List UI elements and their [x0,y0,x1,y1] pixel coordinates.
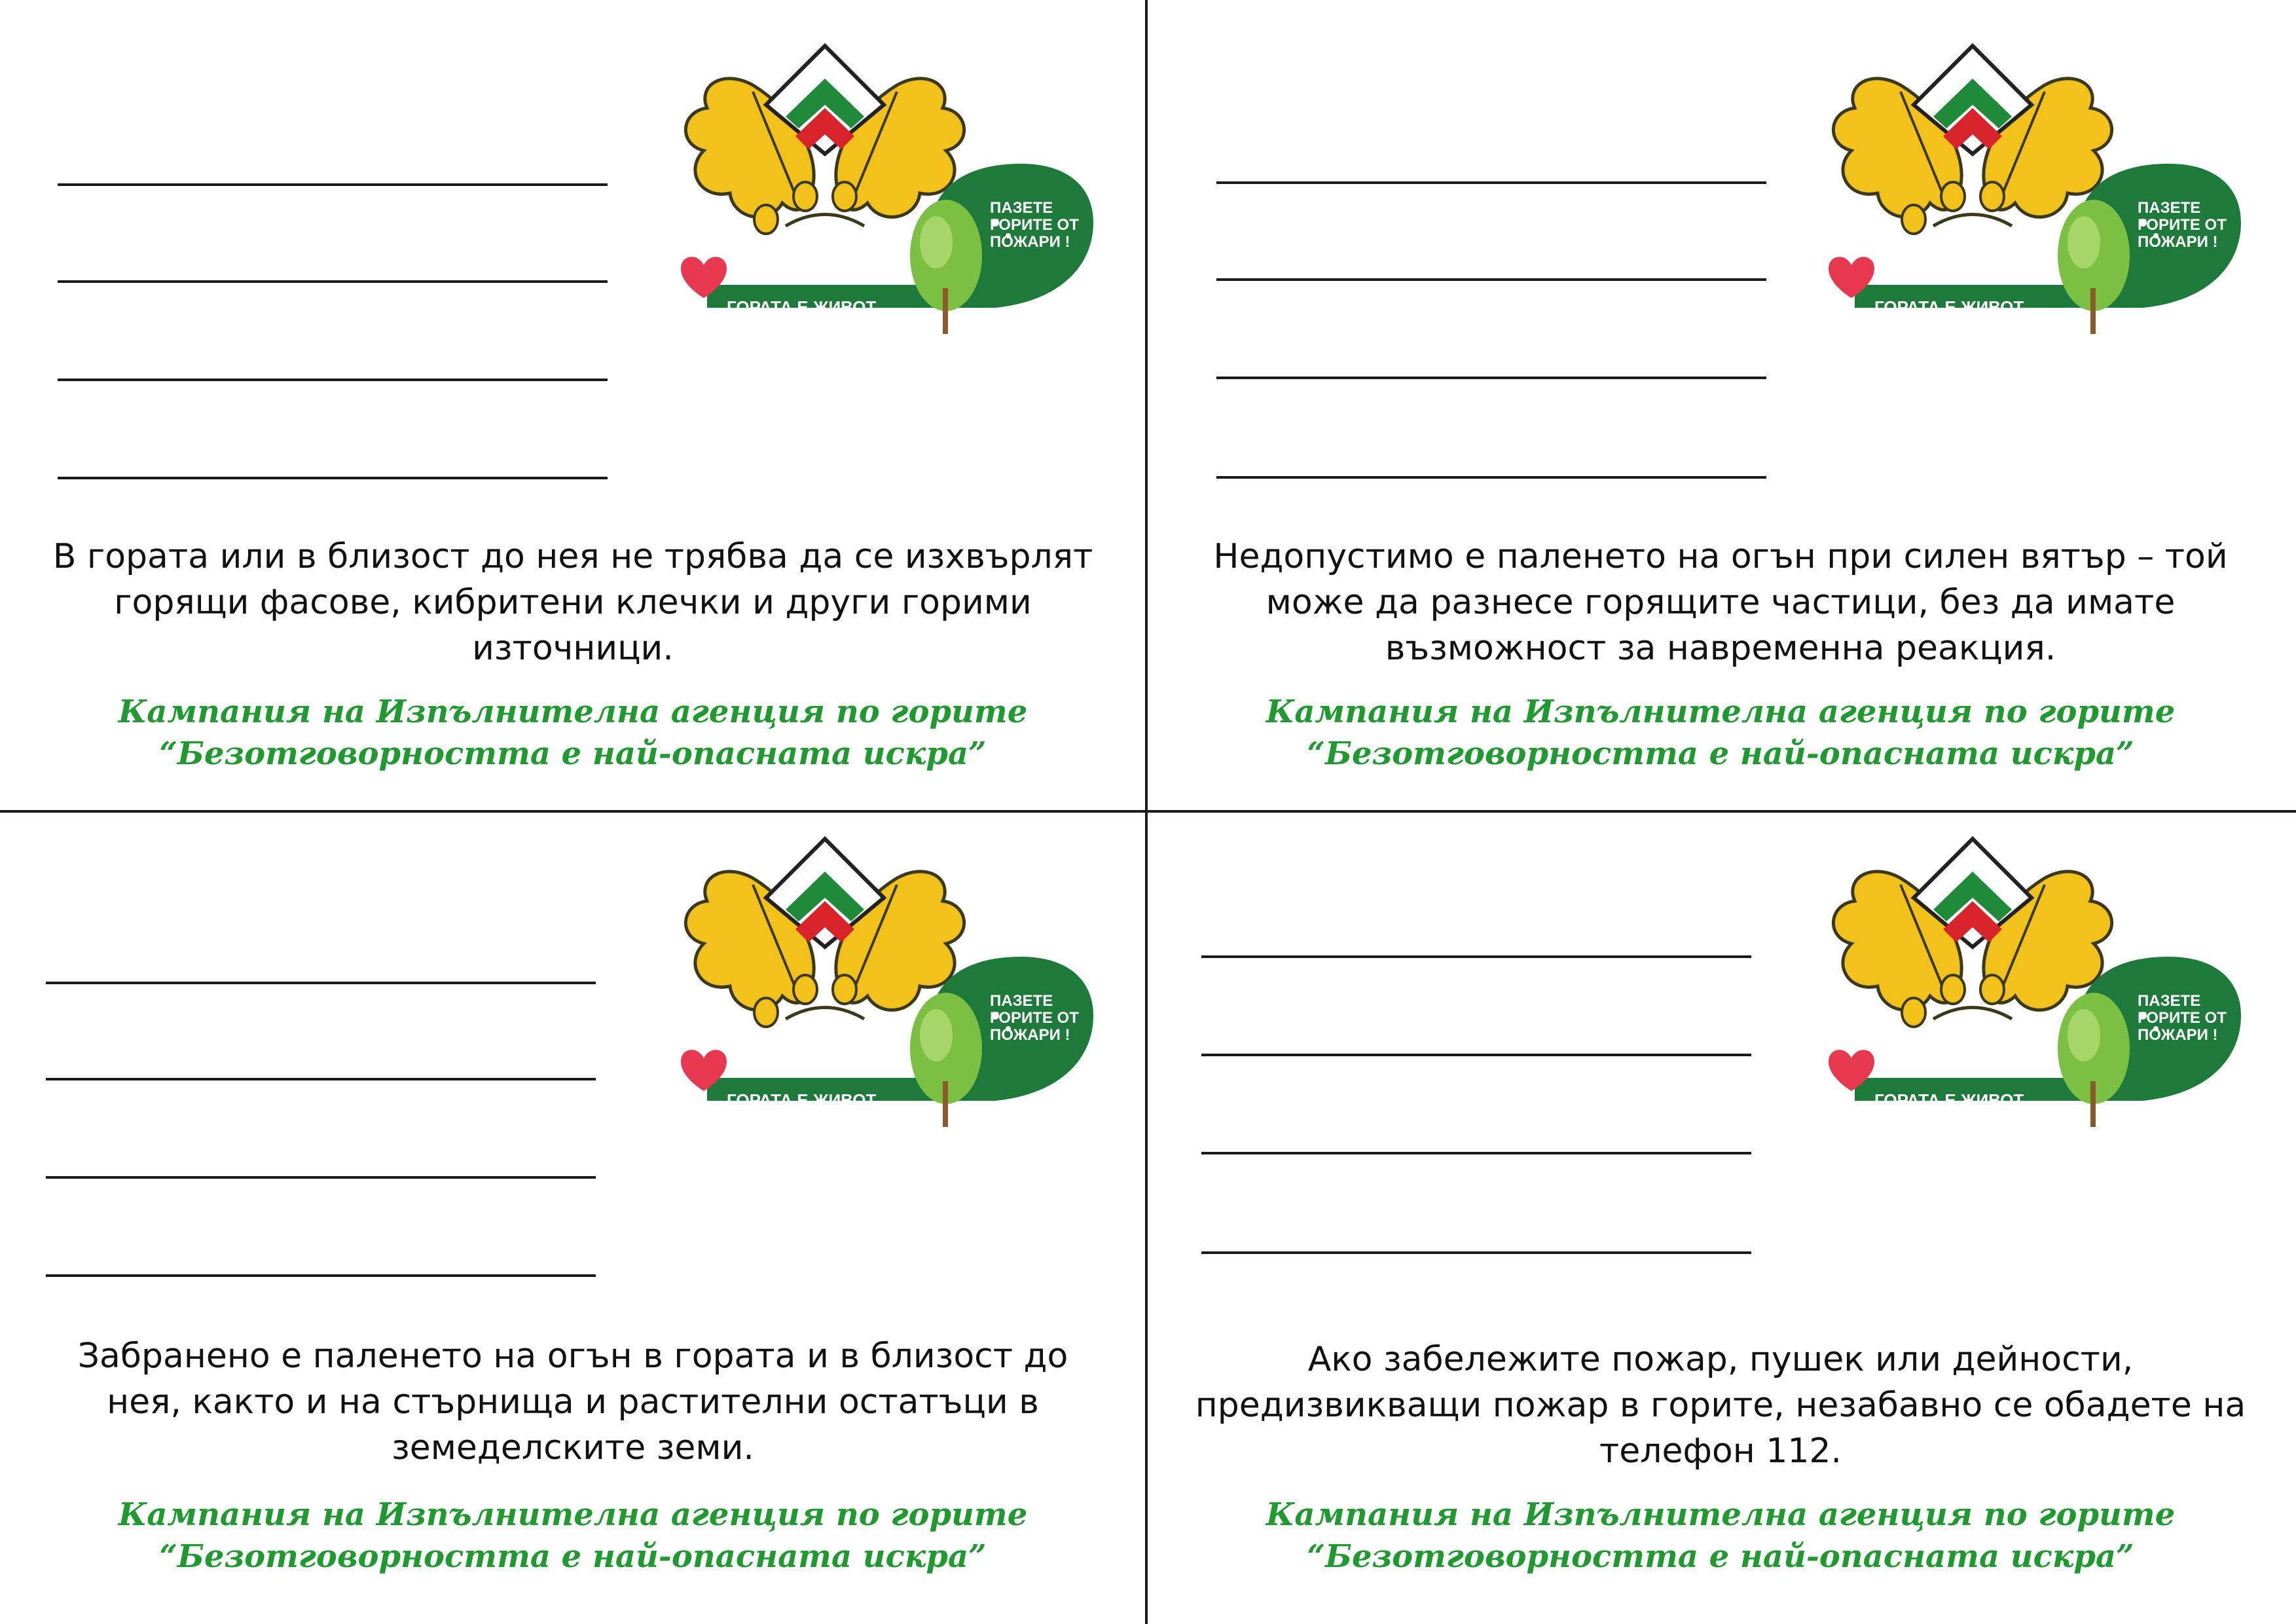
address-line [1201,1152,1751,1154]
campaign-line-2: “Безотговорността е най-опасната искра” [1307,1538,2134,1575]
postcard-4 [1148,813,2294,1623]
badge-text: ПАЗЕТЕ ГОРИТЕ ОТ ПОЖАРИ ! [990,199,1079,251]
campaign-caption [1230,1494,2212,1578]
campaign-line-1: Кампания на Изпълнителна агенция по горите [118,693,1028,730]
address-line [1201,1054,1751,1056]
forest-agency-logo [1802,832,2248,1134]
address-line [1201,955,1751,958]
badge-text: ПАЗЕТЕ ГОРИТЕ ОТ ПОЖАРИ ! [2138,199,2227,251]
forest-agency-logo [655,832,1100,1134]
postcard-1 [0,0,1146,811]
forest-agency-logo [1802,39,2248,341]
address-line [58,378,608,381]
ribbon-text: ГОРАТА Е ЖИВОТ [727,1090,877,1110]
postcard-3 [0,813,1146,1623]
address-line [58,477,608,479]
card-message: Недопустимо е паленето на огън при силен вятър – той може да разнесе горящите частици, без да имате възможност за навременна реакция. [1213,537,2228,668]
ribbon-text: ГОРАТА Е ЖИВОТ [1874,297,2024,317]
address-line [46,1274,596,1277]
address-line [1216,377,1766,379]
address-line [46,1078,596,1080]
campaign-caption [82,691,1064,775]
campaign-caption [82,1494,1064,1578]
badge-text: ПАЗЕТЕ ГОРИТЕ ОТ ПОЖАРИ ! [2138,992,2227,1044]
campaign-line-2: “Безотговорността е най-опасната искра” [1307,735,2134,772]
oak-leaf-emblem-icon [655,832,1100,1134]
badge-text: ПАЗЕТЕ ГОРИТЕ ОТ ПОЖАРИ ! [990,992,1079,1044]
card-message: Ако забележите пожар, пушек или дейности, предизвикващи пожар в горите, незабавно се обадете на телефон 112. [1195,1340,2246,1471]
ribbon-text: ГОРАТА Е ЖИВОТ [1874,1090,2024,1110]
address-line [1216,278,1766,281]
ribbon-text: ГОРАТА Е ЖИВОТ [727,297,877,317]
address-line [58,280,608,283]
address-line [1216,181,1766,184]
postcard-2 [1148,0,2294,811]
campaign-line-1: Кампания на Изпълнителна агенция по горите [1266,1496,2176,1533]
campaign-line-2: “Безотговорността е най-опасната искра” [159,1538,987,1575]
address-line [1201,1251,1751,1254]
campaign-caption [1230,691,2212,775]
card-message: В гората или в близост до нея не трябва да се изхвърлят горящи фасове, кибритени клечки и други горими източници. [52,537,1093,668]
campaign-line-2: “Безотговорността е най-опасната искра” [159,735,987,772]
card-message: Забранено е паленето на огън в гората и в близост до нея, както и на стърнища и растителни остатъци в земеделските земи. [77,1337,1068,1467]
address-line [46,1176,596,1179]
address-line [1216,476,1766,479]
forest-agency-logo [655,39,1100,341]
address-line [58,183,608,186]
campaign-line-1: Кампания на Изпълнителна агенция по горите [118,1496,1028,1533]
oak-leaf-emblem-icon [655,39,1100,341]
campaign-line-1: Кампания на Изпълнителна агенция по горите [1266,693,2176,730]
oak-leaf-emblem-icon [1802,39,2248,341]
oak-leaf-emblem-icon [1802,832,2248,1134]
address-line [46,982,596,984]
